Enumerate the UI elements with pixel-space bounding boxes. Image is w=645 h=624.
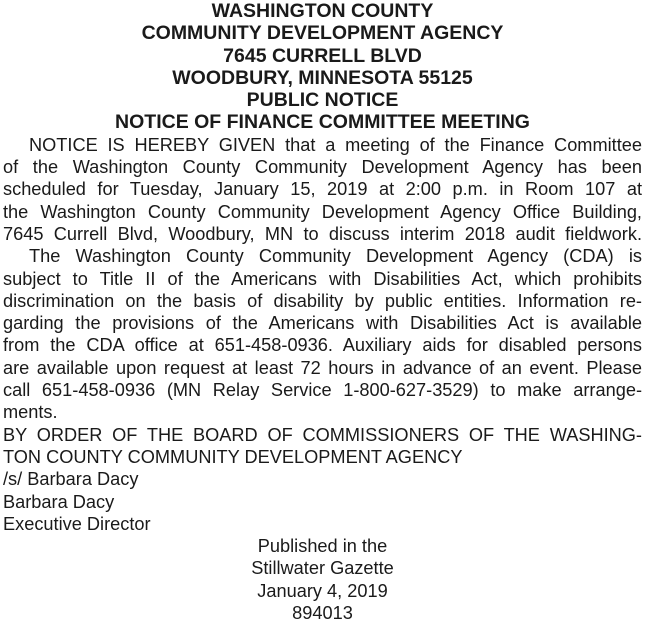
paragraph-line: ments. xyxy=(3,402,58,423)
signature-signed: /s/ Barbara Dacy xyxy=(3,469,139,490)
signatory-title: Executive Director xyxy=(3,513,151,534)
paragraph-line: 7645 Currell Blvd, Woodbury, MN to discuss interim 2018 audit fieldwork. xyxy=(3,223,642,244)
signature-block xyxy=(3,468,642,535)
agency-county: WASHINGTON COUNTY xyxy=(211,0,434,22)
paragraph-line: discrimination on the basis of disability by public entities. Information re- xyxy=(3,290,642,311)
paragraph-line: scheduled for Tuesday, January 15, 2019 at 2:00 p.m. in Room 107 at xyxy=(3,179,642,200)
paragraph-line: NOTICE IS HEREBY GIVEN that a meeting of the Finance Committee xyxy=(29,134,642,155)
paragraph-line: of the Washington County Community Development Agency has been xyxy=(3,157,642,178)
agency-city-state: WOODBURY, MINNESOTA 55125 xyxy=(172,66,473,89)
paragraph-line: are available upon request at least 72 hours in advance of an event. Please xyxy=(3,357,642,378)
signatory-name: Barbara Dacy xyxy=(3,491,115,512)
paragraph-line: subject to Title II of the Americans with Disabilities Act, which prohibits xyxy=(3,268,642,289)
paragraph-line: the Washington County Community Development Agency Office Building, xyxy=(3,201,642,222)
agency-name: COMMUNITY DEVELOPMENT AGENCY xyxy=(141,22,504,45)
agency-street: 7645 CURRELL BLVD xyxy=(223,44,422,67)
ada-paragraph xyxy=(3,245,642,423)
notice-header xyxy=(3,0,642,134)
notice-type: PUBLIC NOTICE xyxy=(246,89,399,112)
order-statement xyxy=(3,424,642,469)
notice-title: NOTICE OF FINANCE COMMITTEE MEETING xyxy=(115,111,530,134)
paragraph-line: The Washington County Community Development Agency (CDA) is xyxy=(29,246,642,267)
publication-line: Published in the xyxy=(257,536,388,557)
order-line: BY ORDER OF THE BOARD OF COMMISSIONERS OF THE WASHING- xyxy=(3,424,642,445)
publication-info xyxy=(3,535,642,624)
paragraph-line: from the CDA office at 651-458-0936. Auxiliary aids for disabled persons xyxy=(3,335,642,356)
meeting-paragraph xyxy=(3,134,642,245)
publication-newspaper: Stillwater Gazette xyxy=(251,558,394,579)
paragraph-line: call 651-458-0936 (MN Relay Service 1-800-627-3529) to make arrange- xyxy=(3,380,642,401)
publication-id: 894013 xyxy=(292,603,353,624)
publication-date: January 4, 2019 xyxy=(257,580,388,601)
order-line: TON COUNTY COMMUNITY DEVELOPMENT AGENCY xyxy=(3,446,463,467)
paragraph-line: garding the provisions of the Americans with Disabilities Act is available xyxy=(3,313,642,334)
